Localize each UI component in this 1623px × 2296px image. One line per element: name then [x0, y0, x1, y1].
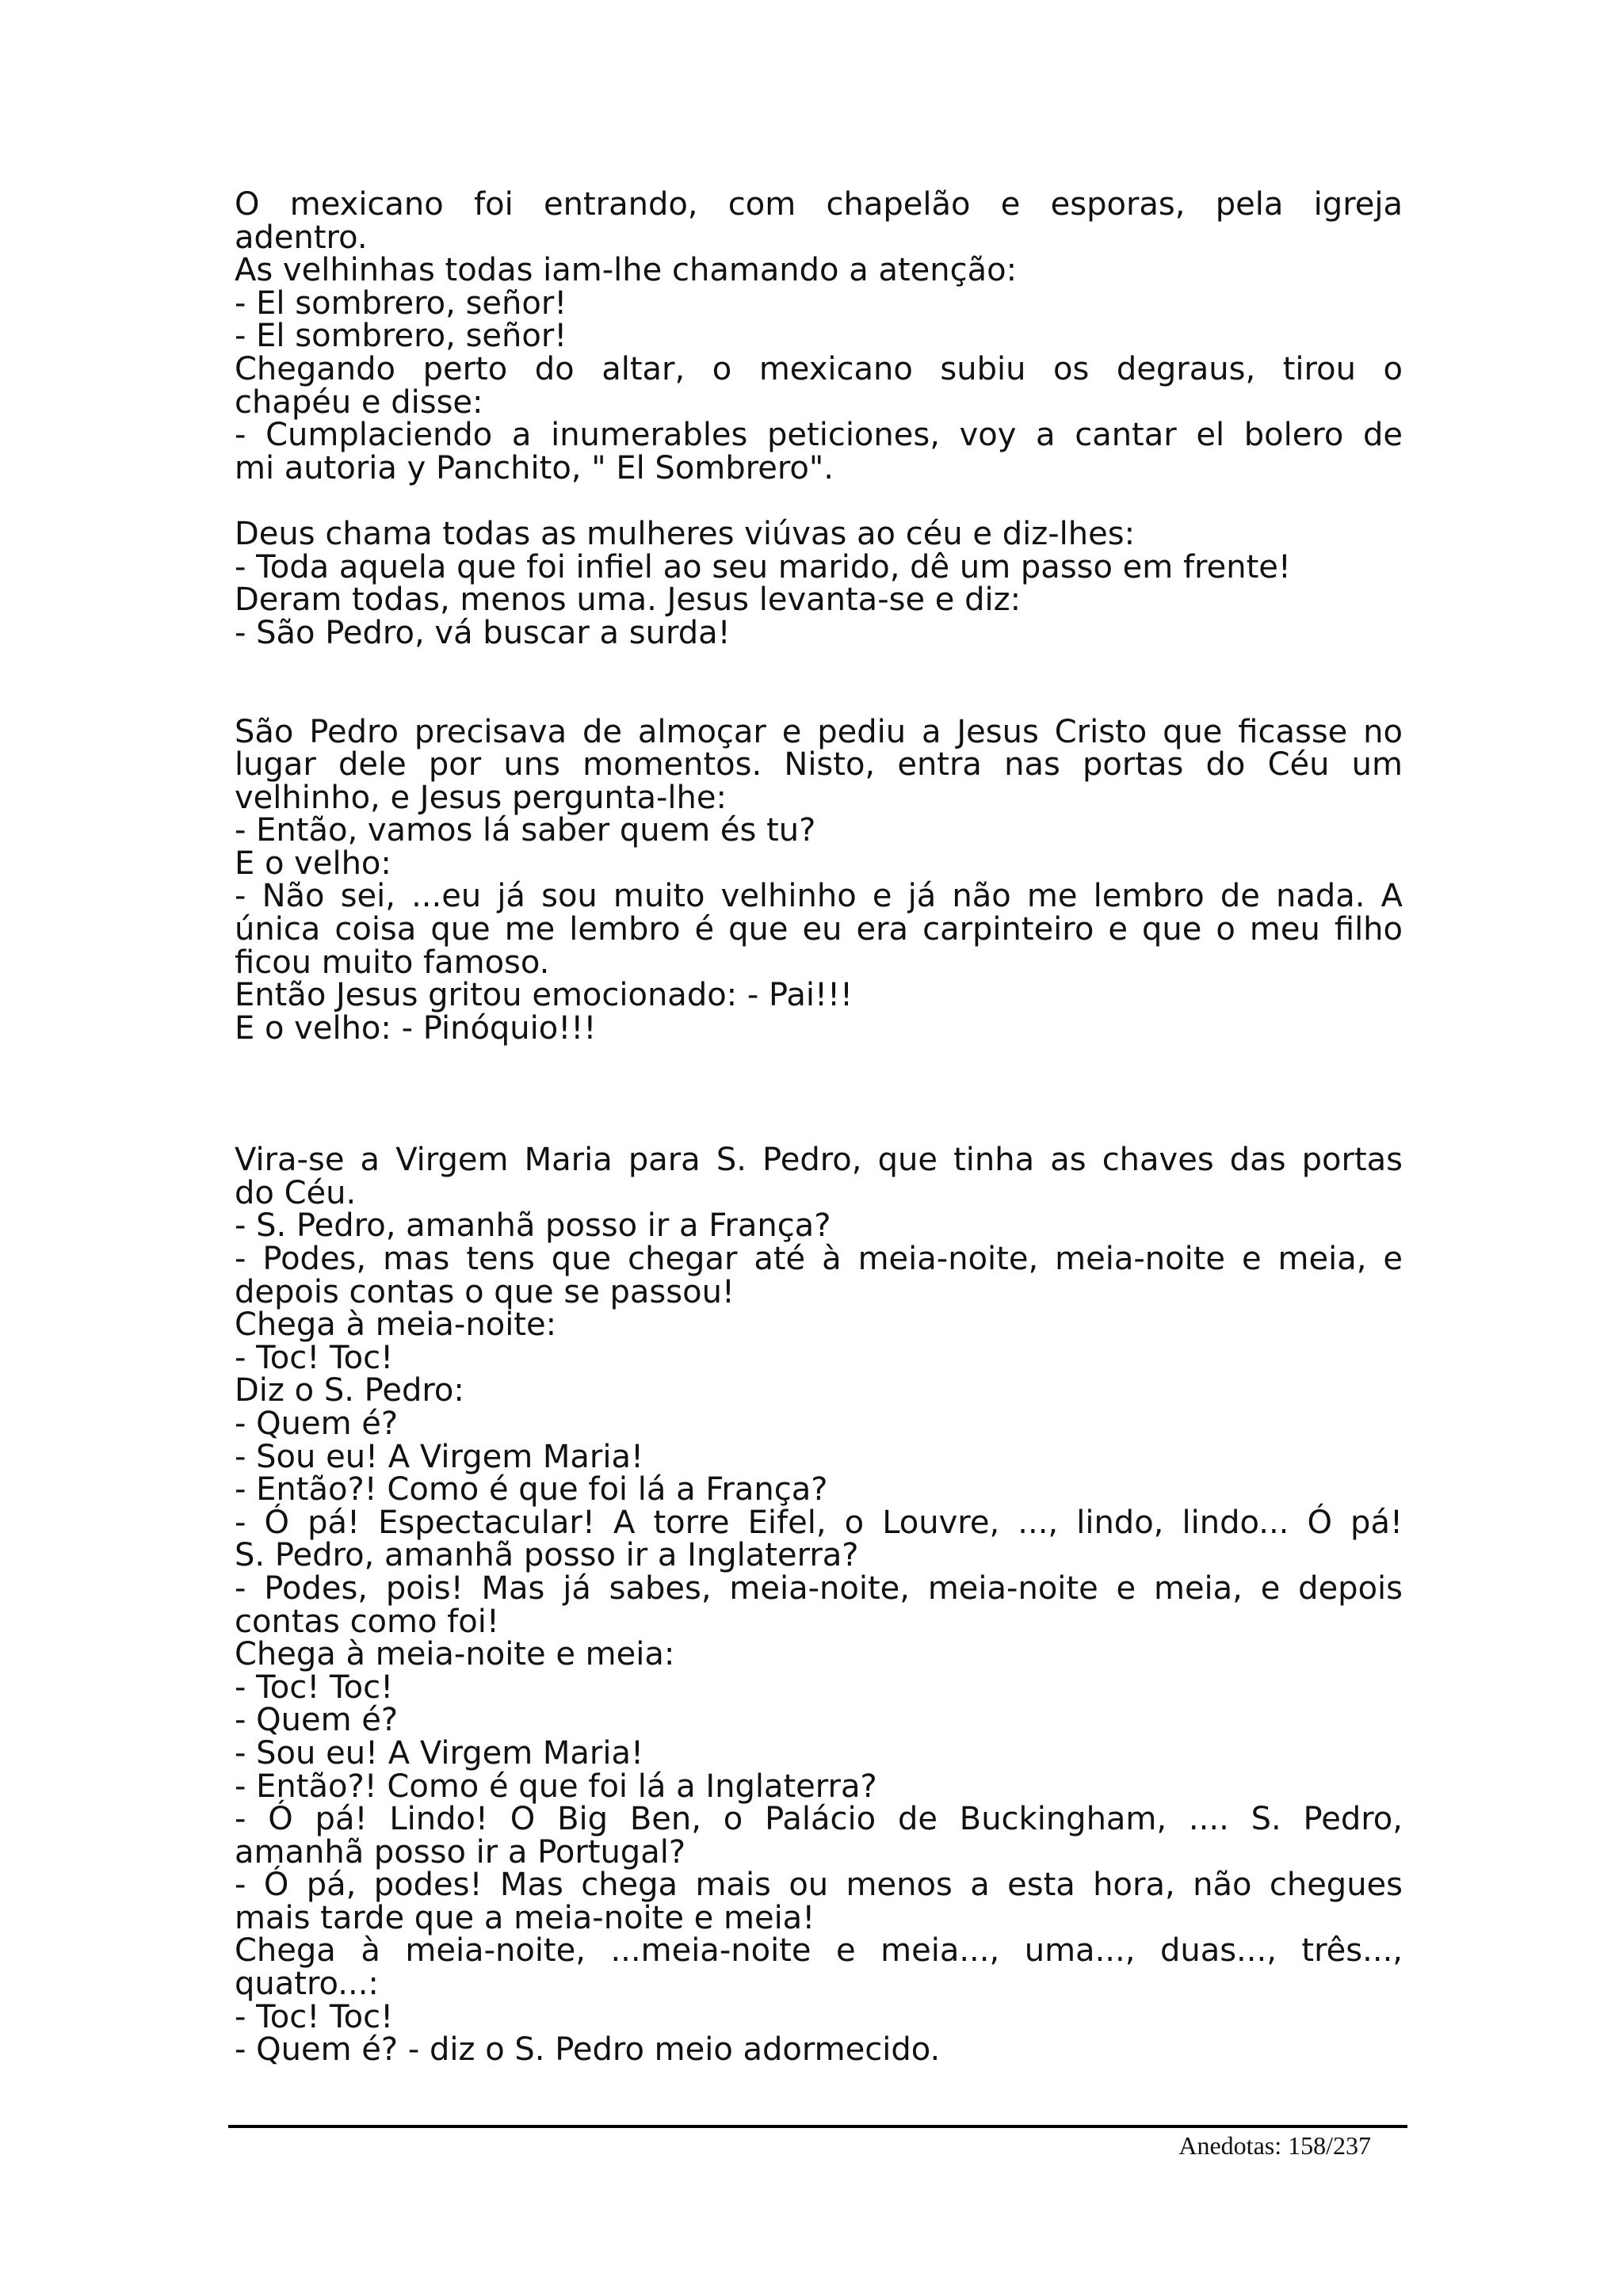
text-line: E o velho: — [235, 845, 391, 882]
text-line: - Toc! Toc! — [235, 1998, 394, 2035]
text-line: quatro...: — [235, 1966, 379, 2003]
text-line: - Quem é? - diz o S. Pedro meio adormecido. — [235, 2031, 941, 2069]
text-line: Vira-se a Virgem Maria para S. Pedro, que tinha as chaves das portas — [235, 1142, 1403, 1179]
text-line: - Toda aquela que foi infiel ao seu marido, dê um passo em frente! — [235, 548, 1291, 585]
paragraph-gap — [235, 1045, 1403, 1111]
text-line: Deus chama todas as mulheres viúvas ao céu e diz-lhes: — [235, 515, 1136, 552]
joke-virgem-maria — [235, 1144, 1403, 2067]
text-line: do Céu. — [235, 1174, 357, 1211]
text-line: S. Pedro, amanhã posso ir a Inglaterra? — [235, 1537, 859, 1574]
text-line: - Podes, mas tens que chegar até à meia-noite, meia-noite e meia, e — [235, 1241, 1403, 1277]
text-line: depois contas o que se passou! — [235, 1273, 735, 1310]
text-line: - Sou eu! A Virgem Maria! — [235, 1438, 644, 1475]
joke-viuvas — [235, 515, 1403, 651]
text-line: - Cumplaciendo a inumerables peticiones, voy a cantar el bolero de — [235, 417, 1403, 454]
text-line: lugar dele por uns momentos. Nisto, entra nas portas do Céu um — [235, 746, 1403, 784]
text-line: contas como foi! — [235, 1603, 499, 1640]
text-line: - Não sei, ...eu já sou muito velhinho e já não me lembro de nada. A — [235, 878, 1403, 915]
text-line: - Então, vamos lá saber quem és tu? — [235, 812, 816, 849]
page-number: Anedotas: 158/237 — [1178, 2131, 1371, 2160]
text-line: - Então?! Como é que foi lá a Inglaterra? — [235, 1768, 877, 1805]
text-line: mais tarde que a meia-noite e meia! — [235, 1899, 815, 1936]
text-line: Chega à meia-noite, ...meia-noite e meia..., uma..., duas..., três..., — [235, 1932, 1403, 1970]
text-line: - El sombrero, señor! — [235, 284, 567, 322]
text-line: - Então?! Como é que foi lá a França? — [235, 1471, 828, 1508]
paragraph-gap — [235, 485, 1403, 518]
text-line: Chega à meia-noite e meia: — [235, 1636, 675, 1673]
footer-divider — [228, 2125, 1407, 2128]
text-line: - Ó pá! Lindo! O Big Ben, o Palácio de Buckingham, .... S. Pedro, — [235, 1801, 1403, 1838]
text-line: - Ó pá! Espectacular! A torre Eifel, o Louvre, ..., lindo, lindo... Ó pá! — [235, 1504, 1403, 1541]
page-body — [235, 186, 1403, 2069]
paragraph-gap — [235, 650, 1403, 715]
text-line: amanhã posso ir a Portugal? — [235, 1833, 686, 1871]
text-line: velhinho, e Jesus pergunta-lhe: — [235, 779, 727, 816]
text-line: - S. Pedro, amanhã posso ir a França? — [235, 1207, 831, 1245]
text-line: As velhinhas todas iam-lhe chamando a atenção: — [235, 252, 1018, 289]
text-line: - Toc! Toc! — [235, 1339, 394, 1376]
text-line: ficou muito famoso. — [235, 944, 550, 981]
text-line: - São Pedro, vá buscar a surda! — [235, 614, 731, 651]
text-line: única coisa que me lembro é que eu era carpinteiro e que o meu filho — [235, 911, 1403, 948]
text-line: - Toc! Toc! — [235, 1669, 394, 1706]
text-line: Diz o S. Pedro: — [235, 1372, 464, 1409]
text-line: mi autoria y Panchito, " El Sombrero". — [235, 449, 834, 486]
text-line: adentro. — [235, 219, 368, 256]
text-line: - Podes, pois! Mas já sabes, meia-noite, meia-noite e meia, e depois — [235, 1569, 1403, 1607]
joke-mexicano — [235, 186, 1403, 486]
text-line: Deram todas, menos uma. Jesus levanta-se e diz: — [235, 582, 1022, 619]
text-line: - El sombrero, señor! — [235, 318, 567, 355]
text-line: Chegando perto do altar, o mexicano subiu os degraus, tirou o — [235, 350, 1403, 387]
text-line: - Sou eu! A Virgem Maria! — [235, 1734, 644, 1772]
text-line: E o velho: - Pinóquio!!! — [235, 1009, 597, 1047]
text-line: chapéu e disse: — [235, 383, 483, 421]
text-line: Então Jesus gritou emocionado: - Pai!!! — [235, 977, 854, 1014]
joke-pinoquio — [235, 713, 1403, 1047]
text-line: - Quem é? — [235, 1405, 399, 1442]
text-line: Chega à meia-noite: — [235, 1306, 557, 1344]
text-line: - Ó pá, podes! Mas chega mais ou menos a esta hora, não chegues — [235, 1867, 1403, 1904]
text-line: São Pedro precisava de almoçar e pediu a Jesus Cristo que ficasse no — [235, 713, 1403, 750]
paragraph-gap — [235, 1112, 1403, 1145]
text-line: - Quem é? — [235, 1702, 399, 1739]
text-line: O mexicano foi entrando, com chapelão e esporas, pela igreja — [235, 186, 1403, 223]
